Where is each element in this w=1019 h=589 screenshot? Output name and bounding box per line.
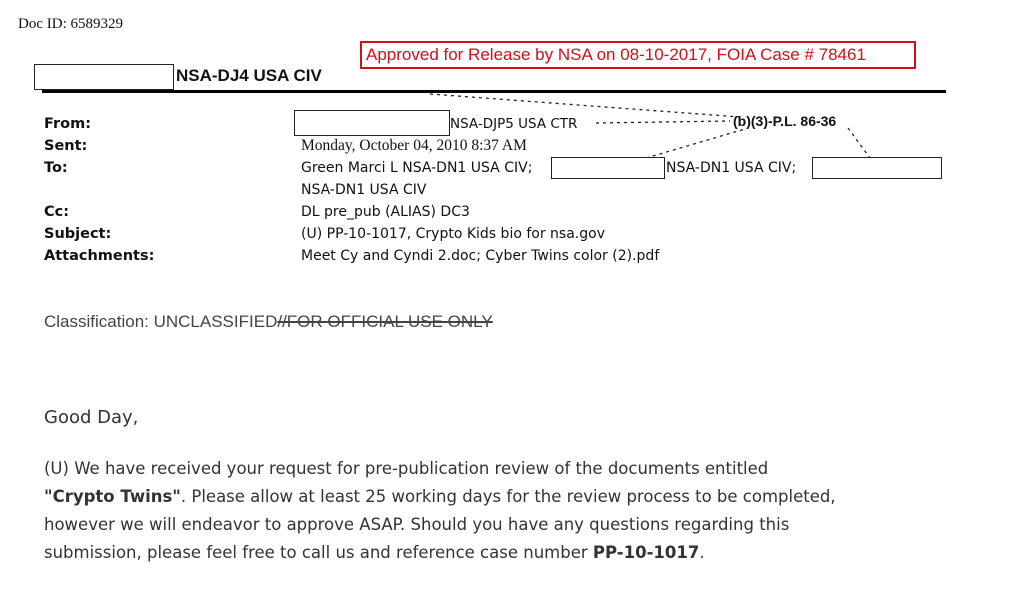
- to-value-part1: Green Marci L NSA-DN1 USA CIV;: [301, 160, 533, 176]
- body-line-2: [44, 487, 836, 506]
- body-line-3: however we will endeavor to approve ASAP. Should you have any questions regarding this: [44, 515, 790, 534]
- from-value: NSA-DJP5 USA CTR: [450, 116, 578, 132]
- body-line-2-bold: "Crypto Twins": [44, 487, 181, 506]
- sent-value: Monday, October 04, 2010 8:37 AM: [301, 137, 527, 154]
- cc-value: DL pre_pub (ALIAS) DC3: [301, 204, 470, 220]
- subject-value: (U) PP-10-1017, Crypto Kids bio for nsa.gov: [301, 226, 605, 242]
- from-label: From:: [44, 116, 91, 132]
- redaction-box-from: [294, 110, 450, 136]
- to-label: To:: [44, 160, 68, 176]
- release-stamp: Approved for Release by NSA on 08-10-2017, FOIA Case # 78461: [360, 41, 916, 69]
- classification-struck: //FOR OFFICIAL USE ONLY: [277, 312, 493, 331]
- classification-prefix: Classification: UNCLASSIFIED: [44, 312, 278, 331]
- body-line-4-rest: submission, please feel free to call us and reference case number: [44, 543, 593, 562]
- body-line-4: [44, 543, 705, 562]
- greeting: Good Day,: [44, 407, 139, 428]
- case-number: PP-10-1017: [592, 543, 700, 562]
- classification-line: [44, 312, 493, 332]
- sender-line: NSA-DJ4 USA CIV: [176, 66, 322, 85]
- to-value-part2: NSA-DN1 USA CIV;: [666, 160, 797, 176]
- attachments-value: Meet Cy and Cyndi 2.doc; Cyber Twins color (2).pdf: [301, 248, 660, 264]
- body-line-4-end: .: [699, 543, 705, 562]
- redaction-box-to-2: [812, 157, 942, 179]
- to-value-line2: NSA-DN1 USA CIV: [301, 182, 427, 198]
- sent-label: Sent:: [44, 138, 88, 154]
- subject-label: Subject:: [44, 226, 112, 242]
- cc-label: Cc:: [44, 204, 70, 220]
- doc-id: Doc ID: 6589329: [18, 16, 123, 32]
- exemption-note: (b)(3)-P.L. 86-36: [733, 113, 837, 129]
- redaction-box-to-1: [551, 157, 665, 179]
- body-line-1: (U) We have received your request for pre-publication review of the documents entitled: [44, 459, 769, 478]
- body-line-2-rest: . Please allow at least 25 working days for the review process to be completed,: [180, 487, 836, 506]
- attachments-label: Attachments:: [44, 248, 155, 264]
